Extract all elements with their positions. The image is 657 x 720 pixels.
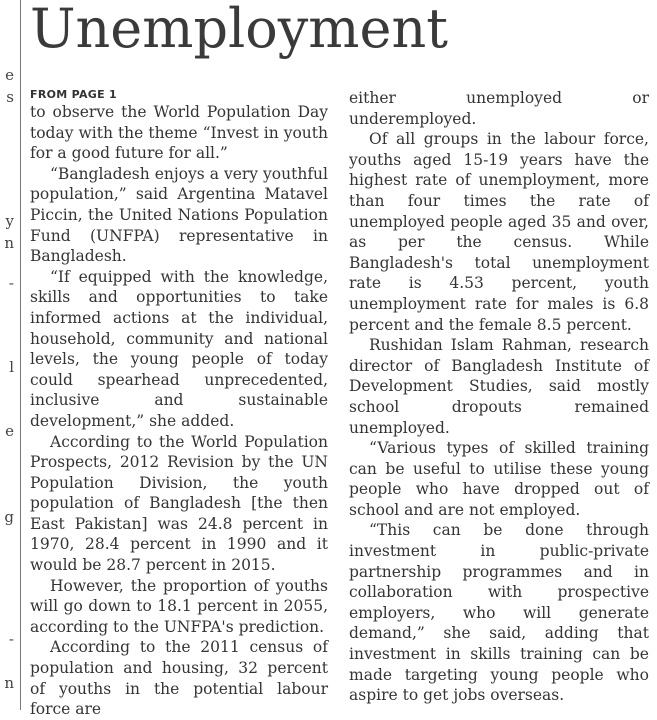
clipped-fragment: - xyxy=(8,274,14,292)
clipped-fragment: - xyxy=(8,630,14,648)
clipped-fragment: l xyxy=(9,358,14,376)
paragraph: to observe the World Population Day today with the theme “Invest in youth for a good future for all.” xyxy=(30,103,328,163)
paragraph: “If equipped with the knowledge, skills and opportunities to take informed actions at the individual, household, community and national levels, the young people of today could spearhead unprecedented, inclusive and sustainable development,” she added. xyxy=(30,267,328,430)
clipped-fragment: e xyxy=(5,66,14,84)
paragraph: Rushidan Islam Rahman, research director of Bangladesh Institute of Development Studies, said mostly school dropouts remained unemployed. xyxy=(349,336,649,437)
clipped-fragment: n xyxy=(4,674,14,692)
paragraph: either unemployed or underemployed. xyxy=(349,89,649,128)
column-divider xyxy=(20,0,21,710)
article-column-right xyxy=(349,88,649,706)
paragraph: According to the 2011 census of population and housing, 32 percent of youths in the potential labour force are xyxy=(30,638,328,719)
clipped-fragment: y xyxy=(5,212,14,230)
paragraph: “Bangladesh enjoys a very youthful population,” said Argentina Matavel Piccin, the United Nations Population Fund (UNFPA) representative in Bangladesh. xyxy=(30,164,328,266)
continuation-label: FROM PAGE 1 xyxy=(30,88,118,101)
clipped-fragment: g xyxy=(4,508,14,526)
paragraph: “Various types of skilled training can be useful to utilise these young people who have dropped out of school and are not employed. xyxy=(349,439,649,519)
headline: Unemployment xyxy=(30,0,448,60)
clipped-fragment: s xyxy=(6,88,14,106)
paragraph: However, the proportion of youths will go down to 18.1 percent in 2055, according to the UNFPA's prediction. xyxy=(30,576,328,636)
paragraph: Of all groups in the labour force, youths aged 15-19 years have the highest rate of unemployment, more than four times the rate of unemployed people aged 35 and over, as per the census. While Bangladesh's total unemployment rate is 4.53 percent, youth unemployment rate for males is 6.8 percent and the female 8.5 percent. xyxy=(349,130,649,334)
clipped-fragment: e xyxy=(5,422,14,440)
clipped-fragment: n xyxy=(4,234,14,252)
clipped-adjacent-column xyxy=(0,0,20,710)
paragraph: According to the World Population Prospects, 2012 Revision by the UN Population Division, the youth population of Bangladesh [the then East Pakistan] was 24.8 percent in 1970, 28.4 percent in 1990 and it would be 28.7 percent in 2015. xyxy=(30,432,328,575)
paragraph: “This can be done through investment in public-private partnership programmes and in collaboration with prospective employers, who will generate demand,” she said, adding that investment in skills training can be made targeting young people who aspire to get jobs overseas. xyxy=(349,521,649,705)
article-column-left xyxy=(30,88,328,720)
